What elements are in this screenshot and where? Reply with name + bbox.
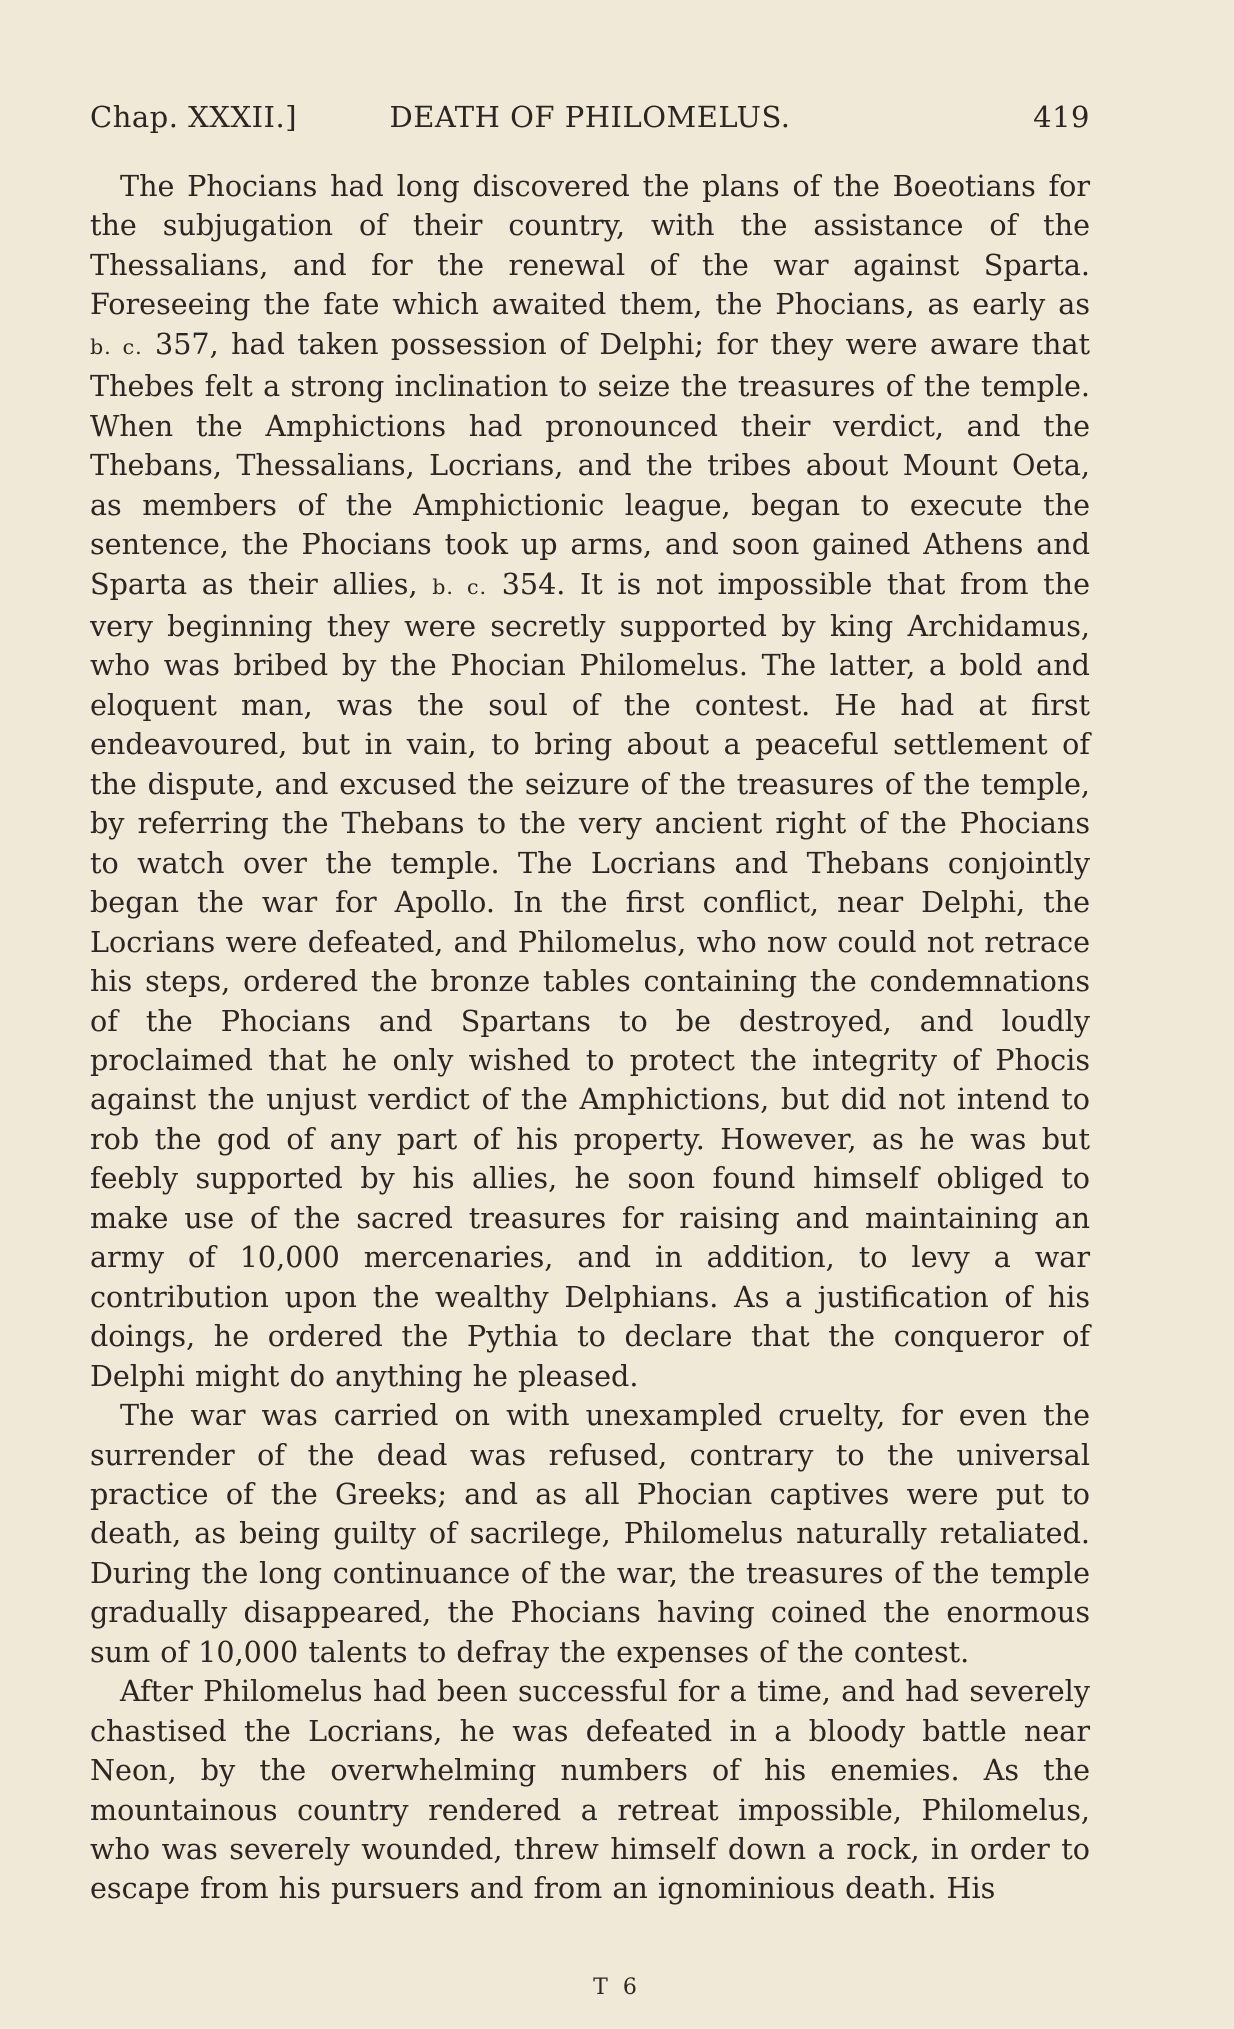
era-abbreviation: b. c. [432, 574, 488, 599]
era-abbreviation: b. c. [90, 334, 143, 359]
chapter-reference: Chap. XXXII.] [90, 100, 298, 134]
paragraph [90, 167, 1090, 1396]
paragraph-text: 357, had taken possession of Delphi; for they were aware that Thebes felt a strong inclination to seize the treasures of the temple. When the Amphictions had pronounced their verdict, and the Thebans, Thessalians, Locrians, and the tribes about Mount Oeta, as members of the Amphictionic league, began to execute the sentence, the Phocians took up arms, and soon gained Athens and Sparta as their allies, [90, 326, 1090, 601]
signature-mark: T 6 [593, 1975, 641, 2000]
running-header [90, 100, 1090, 146]
paragraph: After Philomelus had been successful for a time, and had severely chastised the Locrians, he was defeated in a bloody battle near Neon, by the overwhelming numbers of his enemies. As the mountainous country rendered a retreat impossible, Philomelus, who was severely wounded, threw himself down a rock, in order to escape from his pursuers and from an ignominious death. His [90, 1674, 1090, 1906]
page-number: 419 [1033, 100, 1090, 134]
body-text [90, 167, 1090, 1909]
running-title: DEATH OF PHILOMELUS. [389, 100, 791, 134]
paragraph: The war was carried on with unexampled cruelty, for even the surrender of the dead was refused, contrary to the universal practice of the Greeks; and as all Phocian captives were put to death, as being guilty of sacrilege, Philomelus naturally retaliated. During the long continuance of the war, the treasures of the temple gradually disappeared, the Phocians having coined the enormous sum of 10,000 talents to defray the expenses of the contest. [90, 1398, 1090, 1669]
paragraph-text: The Phocians had long discovered the plans of the Boeotians for the subjugation of their country, with the assistance of the Thessalians, and for the renewal of the war against Sparta. Foreseeing the fate which awaited them, the Phocians, as early as [90, 169, 1090, 322]
paragraph-text: 354. It is not impossible that from the very beginning they were secretly supported by king Archidamus, who was bribed by the Phocian Philomelus. The latter, a bold and eloquent man, was the soul of the contest. He had at first endeavoured, but in vain, to bring about a peaceful settlement of the dispute, and excused the seizure of the treasures of the temple, by referring the Thebans to the very ancient right of the Phocians to watch over the temple. The Locrians and Thebans conjointly began the war for Apollo. In the first conflict, near Delphi, the Locrians were defeated, and Philomelus, who now could not retrace his steps, ordered the bronze tables containing the condemnations of the Phocians and Spartans to be destroyed, and loudly proclaimed that he only wished to protect the integrity of Phocis against the unjust verdict of the Amphictions, but did not intend to rob the god of any part of his property. However, as he was but feebly supported by his allies, he soon found himself obliged to make use of the sacred treasures for raising and maintaining an army of 10,000 mercenaries, and in addition, to levy a war contribution upon the wealthy Delphians. As a justification of his doings, he ordered the Pythia to declare that the conqueror of Delphi might do anything he pleased. [90, 566, 1090, 1393]
